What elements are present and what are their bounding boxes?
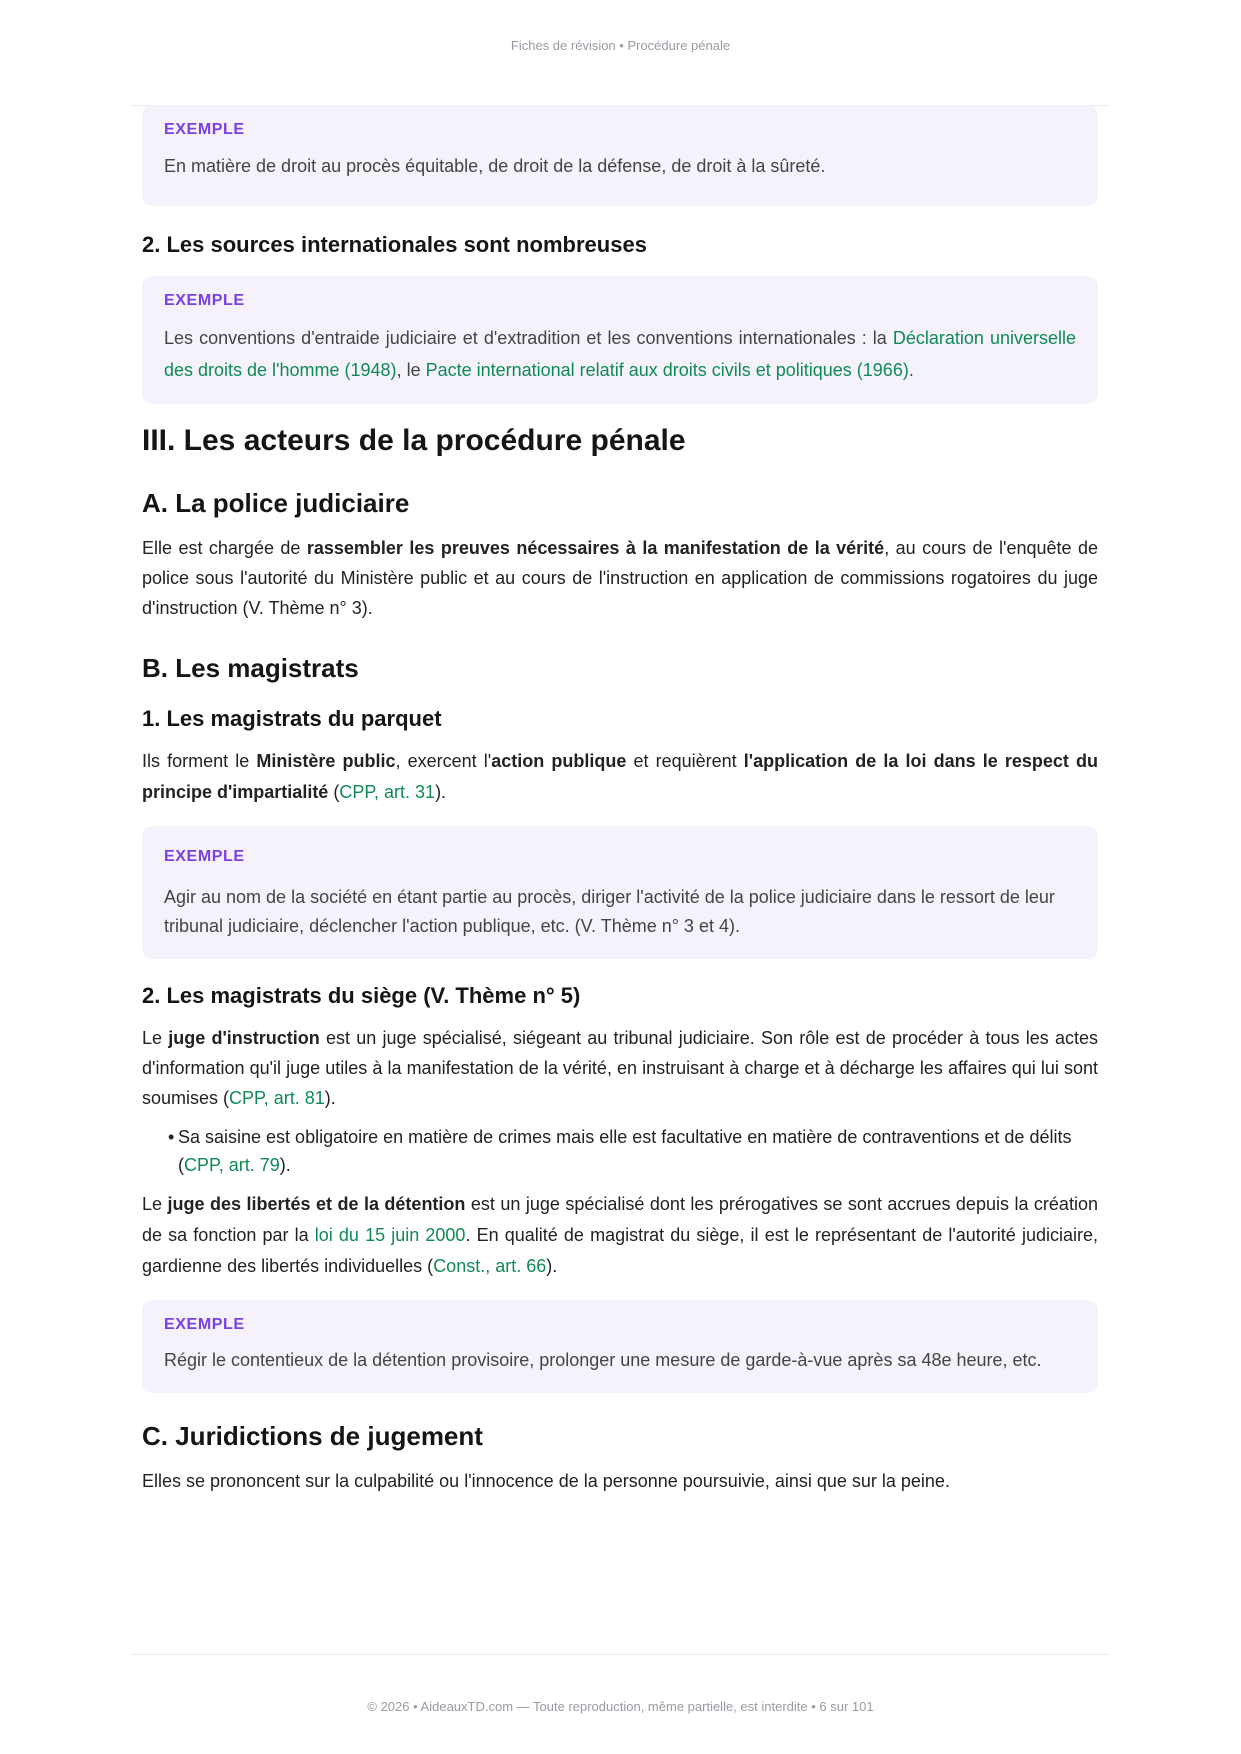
chapter-heading: III. Les acteurs de la procédure pénale [142, 424, 686, 457]
section-heading: A. La police judiciaire [142, 488, 410, 518]
page-content [142, 105, 1098, 1496]
example-text: Agir au nom de la société en étant partie au procès, diriger l'activité de la police judiciaire dans le ressort de leur tribunal judiciaire, déclencher l'action publique, etc. (V. Thème n° 3 et 4). [164, 887, 1055, 936]
page-header: Fiches de révision • Procédure pénale [510, 38, 731, 53]
paragraph: Le juge des libertés et de la détention est un juge spécialisé dont les prérogatives se sont accrues depuis la création de sa fonction par la loi du 15 juin 2000. En qualité de magistrat du siège, il est le représentant de l'autorité judiciaire, gardienne des libertés individuelles (Const., art. 66). [142, 1194, 1098, 1276]
example-label: EXEMPLE [164, 121, 245, 138]
list-item [142, 1123, 1098, 1179]
example-text: Régir le contentieux de la détention provisoire, prolonger une mesure de garde-à-vue après sa 48e heure, etc. [164, 1350, 1042, 1370]
example-text: En matière de droit au procès équitable, de droit de la défense, de droit à la sûreté. [164, 156, 826, 176]
bullet-dot: • [168, 1127, 175, 1147]
link-loi-15-juin-2000[interactable]: loi du 15 juin 2000 [314, 1225, 466, 1245]
link-cpp-art-79[interactable]: CPP, art. 79 [184, 1155, 280, 1175]
section-heading: B. Les magistrats [142, 653, 359, 683]
link-cpp-art-81[interactable]: CPP, art. 81 [229, 1088, 325, 1108]
link-pacte-international[interactable]: Pacte international relatif aux droits civils et politiques (1966) [425, 360, 909, 380]
paragraph: Elle est chargée de rassembler les preuves nécessaires à la manifestation de la vérité, au cours de l'enquête de police sous l'autorité du Ministère public et au cours de l'instruction en application de commissions rogatoires du juge d'instruction (V. Thème n° 3). [142, 538, 1098, 618]
example-box [142, 826, 1098, 959]
paragraph: Elles se prononcent sur la culpabilité ou l'innocence de la personne poursuivie, ainsi que sur la peine. [142, 1471, 950, 1491]
example-text: Les conventions d'entraide judiciaire et d'extradition et les conventions internationales : la Déclaration universelle des droits de l'homme (1948), le Pacte international relatif aux droits civils et politiques (1966). [164, 328, 1076, 380]
link-const-art-66[interactable]: Const., art. 66 [433, 1256, 547, 1276]
section-heading: 2. Les sources internationales sont nombreuses [142, 232, 647, 257]
subsection-heading: 1. Les magistrats du parquet [142, 706, 442, 731]
example-box [142, 276, 1098, 404]
example-label: EXEMPLE [164, 292, 245, 309]
example-box [142, 1300, 1098, 1393]
page-footer: © 2026 • AideauxTD.com — Toute reproduction, même partielle, est interdite • 6 sur 101 [367, 1699, 874, 1714]
paragraph: Ils forment le Ministère public, exercent l'action publique et requièrent l'application de la loi dans le respect du principe d'impartialité (CPP, art. 31). [142, 751, 1098, 802]
subsection-heading: 2. Les magistrats du siège (V. Thème n° 5) [142, 983, 581, 1008]
link-declaration-droits-homme[interactable]: Déclaration universelle des droits de l'homme (1948) [164, 328, 1076, 380]
footer-divider [130, 1654, 1110, 1655]
list-item-text: Sa saisine est obligatoire en matière de crimes mais elle est facultative en matière de contraventions et de délits (CPP, art. 79). [178, 1127, 1072, 1175]
section-heading: C. Juridictions de jugement [142, 1421, 483, 1451]
link-cpp-art-31[interactable]: CPP, art. 31 [339, 782, 436, 802]
example-label: EXEMPLE [164, 1316, 245, 1333]
example-label: EXEMPLE [164, 848, 245, 865]
example-box [142, 105, 1098, 206]
paragraph: Le juge d'instruction est un juge spécialisé, siégeant au tribunal judiciaire. Son rôle est de procéder à tous les actes d'information qu'il juge utiles à la manifestation de la vérité, en instruisant à charge et à décharge les affaires qui lui sont soumises (CPP, art. 81). [142, 1028, 1098, 1108]
